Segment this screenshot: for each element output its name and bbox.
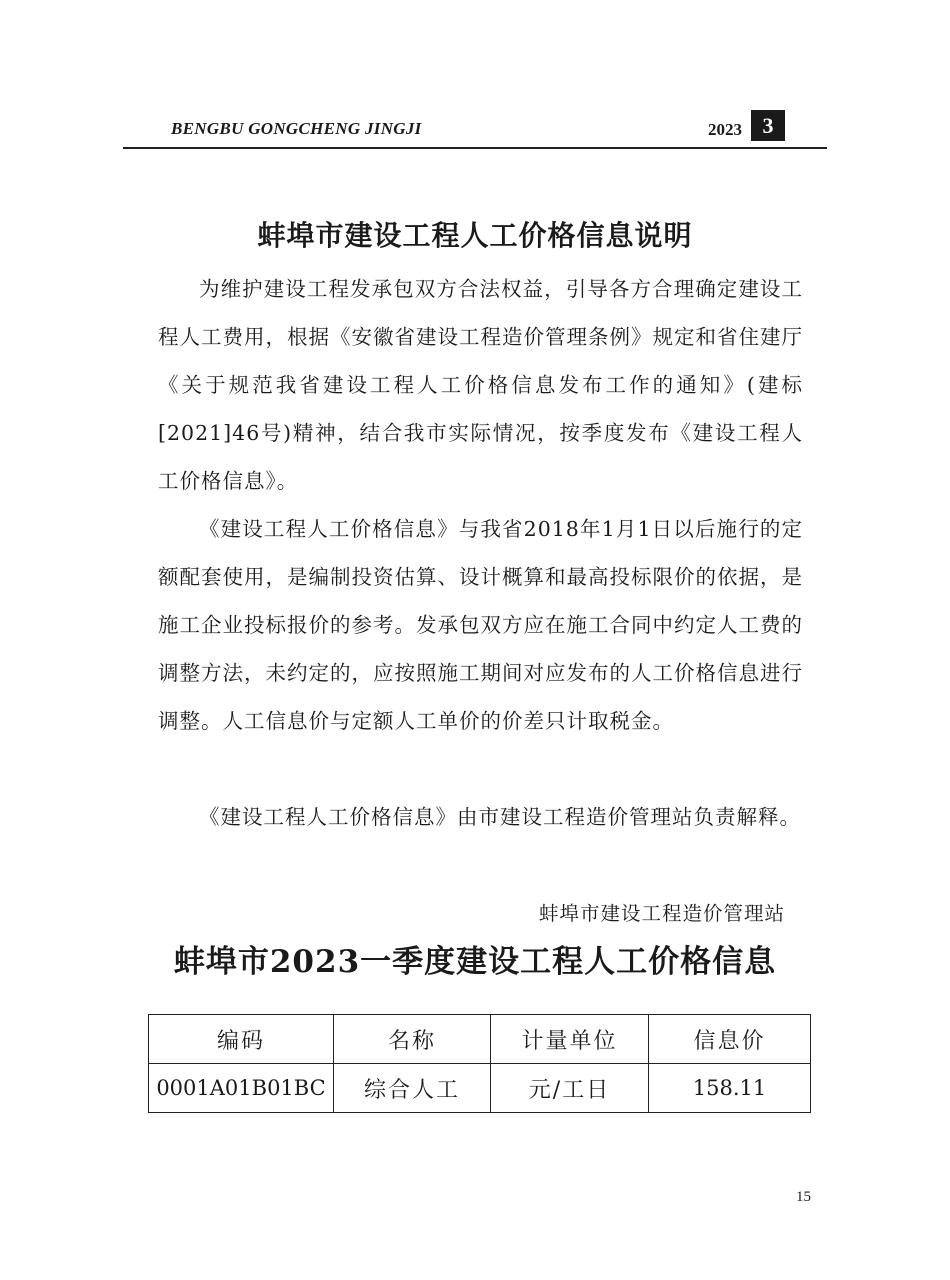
column-header-unit: 计量单位 [491,1015,649,1064]
issuer-signature: 蚌埠市建设工程造价管理站 [538,902,785,925]
labor-price-table [148,1014,811,1113]
article-paragraph-1: 为维护建设工程发承包双方合法权益，引导各方合理确定建设工程人工费用，根据《安徽省建设工程造价管理条例》规定和省住建厅《关于规范我省建设工程人工价格信息发布工作的通知》(建标[2021]46号)精神，结合我市实际情况，按季度发布《建设工程人工价格信息》。 [158,277,803,493]
price-section-title: 蚌埠市2023一季度建设工程人工价格信息 [173,944,777,980]
article-paragraph-2: 《建设工程人工价格信息》与我省2018年1月1日以后施行的定额配套使用，是编制投资估算、设计概算和最高投标限价的依据，是施工企业投标报价的参考。发承包双方应在施工合同中约定人工费的调整方法，未约定的，应按照施工期间对应发布的人工价格信息进行调整。人工信息价与定额人工单价的价差只计取税金。 [158,517,803,733]
journal-name: BENGBU GONGCHENG JINGJI [171,119,422,138]
column-header-code: 编码 [149,1015,334,1064]
cell-name: 综合人工 [334,1064,491,1113]
article-paragraph-3: 《建设工程人工价格信息》由市建设工程造价管理站负责解释。 [199,805,801,829]
issue-year: 2023 [708,120,742,139]
table-header-row [149,1015,811,1064]
page-number: 15 [796,1189,811,1205]
column-header-price: 信息价 [649,1015,811,1064]
issue-number-badge: 3 [751,110,785,141]
column-header-name: 名称 [334,1015,491,1064]
running-header [123,110,827,149]
cell-unit: 元/工日 [491,1064,649,1113]
table-row [149,1064,811,1113]
cell-code: 0001A01B01BC [149,1064,334,1113]
cell-price: 158.11 [649,1064,811,1113]
article-title: 蚌埠市建设工程人工价格信息说明 [257,219,693,252]
